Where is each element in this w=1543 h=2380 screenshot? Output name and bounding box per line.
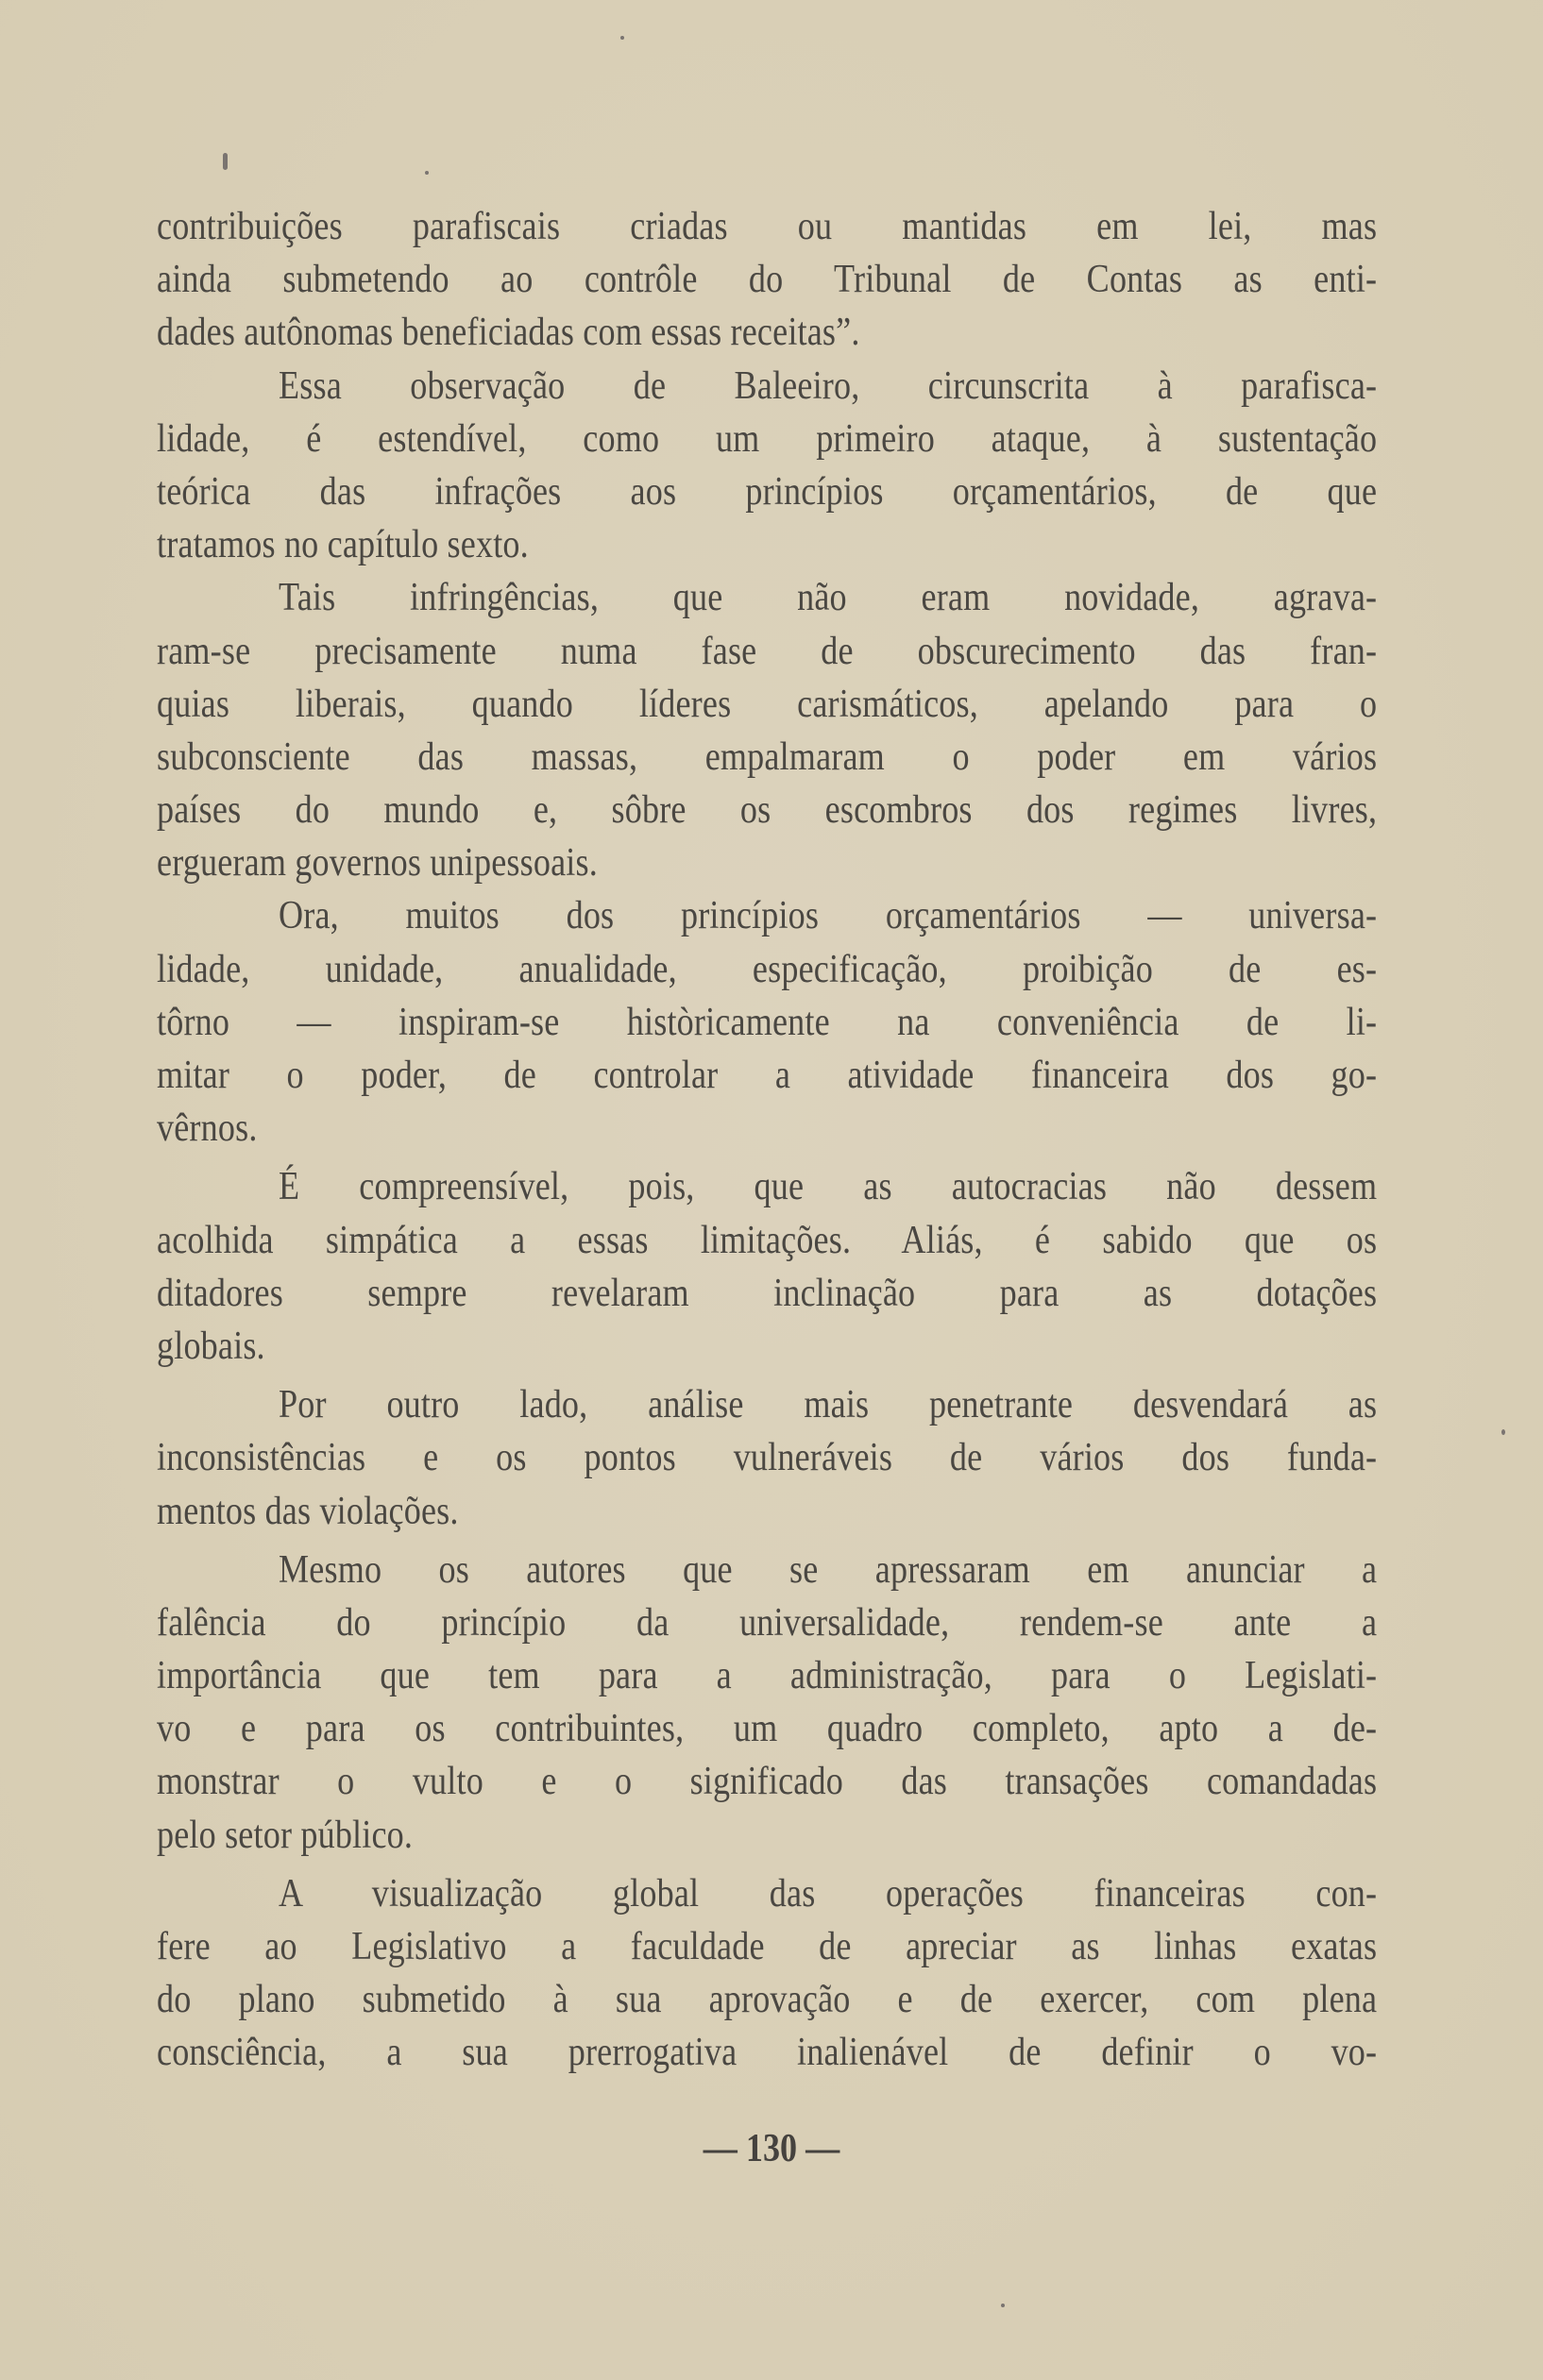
text-line: lidade, unidade, anualidade, especificação, proibição de es- (157, 947, 1378, 991)
text-line: do plano submetido à sua aprovação e de exercer, com plena (157, 1978, 1378, 2022)
text-line: lidade, é estendível, como um primeiro ataque, à sustentação (157, 416, 1378, 461)
text-line: países do mundo e, sôbre os escombros dos regimes livres, (157, 788, 1378, 833)
text-line: Ora, muitos dos princípios orçamentários — universa- (279, 894, 1378, 938)
text-line: ram-se precisamente numa fase de obscurecimento das fran- (157, 629, 1378, 673)
text-line: tratamos no capítulo sexto. (157, 523, 529, 567)
text-line: falência do princípio da universalidade, rendem-se ante a (157, 1600, 1378, 1645)
paragraph (157, 571, 1377, 889)
text-line: pelo setor público. (157, 1813, 414, 1857)
scan-speck (1001, 2304, 1005, 2307)
text-line: consciência, a sua prerrogativa inalienável de definir o vo- (157, 2031, 1378, 2075)
scan-speck (425, 171, 429, 175)
text-line: quias liberais, quando líderes carismáticos, apelando para o (157, 682, 1378, 726)
text-line: dades autônomas beneficiadas com essas receitas”. (157, 311, 860, 355)
text-line: importância que tem para a administração, para o Legislati- (157, 1654, 1378, 1698)
scan-speck (620, 36, 624, 40)
body-text (157, 200, 1377, 2080)
text-line: ergueram governos unipessoais. (157, 841, 598, 886)
text-line: Por outro lado, análise mais penetrante desvendará as (279, 1383, 1378, 1427)
text-line: vo e para os contribuintes, um quadro completo, apto a de- (157, 1707, 1378, 1751)
scan-speck (1501, 1429, 1505, 1435)
scan-speck (223, 153, 228, 170)
text-line: contribuições parafiscais criadas ou mantidas em lei, mas (157, 205, 1378, 248)
text-line: É compreensível, pois, que as autocracias não dessem (279, 1165, 1378, 1209)
text-line: Mesmo os autores que se apressaram em anunciar a (279, 1547, 1378, 1592)
text-line: fere ao Legislativo a faculdade de apreciar as linhas exatas (157, 1925, 1378, 1968)
page-number: — 130 — (703, 2127, 840, 2170)
text-line: A visualização global das operações financeiras con- (279, 1871, 1378, 1916)
paragraph (157, 889, 1377, 1155)
text-line: Essa observação de Baleeiro, circunscrita à parafisca- (279, 363, 1378, 408)
paragraph (157, 1378, 1377, 1538)
text-line: vêrnos. (157, 1106, 258, 1151)
text-line: teórica das infrações aos princípios orçamentários, de que (157, 469, 1378, 514)
paragraph (157, 1160, 1377, 1373)
text-line: mentos das violações. (157, 1489, 459, 1533)
text-line: globais. (157, 1324, 265, 1368)
paragraph (157, 360, 1377, 572)
text-line: ainda submetendo ao contrôle do Tribunal de Contas as enti- (157, 258, 1378, 302)
text-line: tôrno — inspiram-se històricamente na conveniência de li- (157, 1000, 1378, 1044)
text-line: subconsciente das massas, empalmaram o poder em vários (157, 734, 1378, 779)
text-line: monstrar o vulto e o significado das transações comandadas (157, 1760, 1378, 1804)
paragraph (157, 1867, 1377, 2080)
paragraph (157, 200, 1377, 360)
text-line: Tais infringências, que não eram novidade, agrava- (279, 576, 1378, 620)
text-line: mitar o poder, de controlar a atividade financeira dos go- (157, 1054, 1378, 1097)
text-line: ditadores sempre revelaram inclinação para as dotações (157, 1271, 1378, 1315)
text-line: acolhida simpática a essas limitações. Aliás, é sabido que os (157, 1218, 1378, 1262)
text-line: inconsistências e os pontos vulneráveis de vários dos funda- (157, 1436, 1378, 1480)
paragraph (157, 1544, 1377, 1862)
